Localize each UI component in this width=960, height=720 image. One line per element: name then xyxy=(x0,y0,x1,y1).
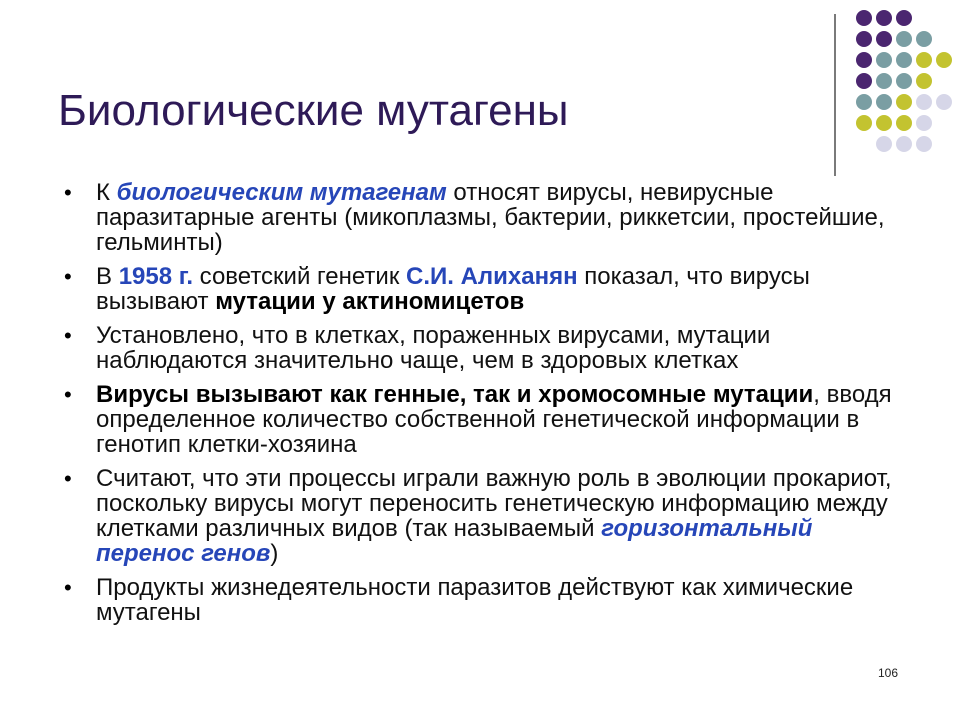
decorative-dot xyxy=(856,52,872,68)
text-run: , вводя определенное количество собственной генетической информации в генотип клетки-хозяина xyxy=(96,381,892,458)
decorative-dot xyxy=(916,52,932,68)
decorative-dot xyxy=(936,52,952,68)
bullet-icon: • xyxy=(64,382,72,407)
text-run: К xyxy=(96,179,117,206)
list-item xyxy=(62,323,902,373)
bullet-icon: • xyxy=(64,323,72,348)
decorative-dot xyxy=(896,94,912,110)
highlight-year: 1958 г. xyxy=(118,263,194,290)
decorative-dot xyxy=(916,73,932,89)
list-item xyxy=(62,264,902,314)
bullet-icon: • xyxy=(64,264,72,289)
bold-text: мутации у актиномицетов xyxy=(215,288,525,315)
page-number: 106 xyxy=(878,666,899,680)
decorative-dot xyxy=(876,115,892,131)
decorative-dot xyxy=(896,73,912,89)
decorative-dot xyxy=(856,73,872,89)
decorative-dot xyxy=(916,94,932,110)
bold-text: Вирусы вызывают как генные, так и хромосомные мутации xyxy=(96,381,814,408)
decorative-dot xyxy=(856,31,872,47)
decorative-dot xyxy=(896,115,912,131)
decorative-dot xyxy=(916,136,932,152)
text-run: Установлено, что в клетках, пораженных вирусами, мутации наблюдаются значительно чаще, чем в здоровых клетках xyxy=(96,322,771,374)
decorative-dot xyxy=(876,31,892,47)
slide-title: Биологические мутагены xyxy=(58,86,569,135)
bullet-list xyxy=(62,180,902,634)
decorative-dot xyxy=(876,52,892,68)
decorative-dot xyxy=(856,94,872,110)
text-run: показал, что вирусы вызывают xyxy=(96,263,810,315)
decorative-dot xyxy=(896,31,912,47)
decorative-dot xyxy=(916,31,932,47)
decorative-divider-line xyxy=(834,14,836,176)
decorative-dot xyxy=(876,136,892,152)
decorative-dot xyxy=(876,94,892,110)
decorative-dot xyxy=(916,115,932,131)
decorative-dot xyxy=(876,73,892,89)
list-item xyxy=(62,382,902,457)
highlight-term: биологическим мутагенам xyxy=(116,179,447,206)
text-run: Считают, что эти процессы играли важную роль в эволюции прокариот, поскольку вирусы могут переносить генетическую информацию между клетками различных видов (так называемый xyxy=(96,465,892,542)
list-item xyxy=(62,466,902,566)
decorative-dot xyxy=(936,94,952,110)
decorative-dot xyxy=(896,10,912,26)
text-run: В xyxy=(96,263,119,290)
bullet-icon: • xyxy=(64,466,72,491)
bullet-icon: • xyxy=(64,180,72,205)
list-item xyxy=(62,575,902,625)
highlight-term: горизонтальный перенос генов xyxy=(96,515,813,567)
text-run: ) xyxy=(270,540,279,567)
highlight-name: С.И. Алиханян xyxy=(405,263,578,290)
bullet-icon: • xyxy=(64,575,72,600)
list-item xyxy=(62,180,902,255)
decorative-dot xyxy=(896,52,912,68)
decorative-dot xyxy=(896,136,912,152)
text-run: Продукты жизнедеятельности паразитов действуют как химические мутагены xyxy=(96,574,854,626)
decorative-dot-grid xyxy=(846,10,946,160)
text-run: советский генетик xyxy=(193,263,406,290)
text-run: относят вирусы, невирусные паразитарные агенты (микоплазмы, бактерии, риккетсии, простейшие, гельминты) xyxy=(96,179,885,256)
decorative-dot xyxy=(856,115,872,131)
decorative-dot xyxy=(876,10,892,26)
decorative-dot xyxy=(856,10,872,26)
